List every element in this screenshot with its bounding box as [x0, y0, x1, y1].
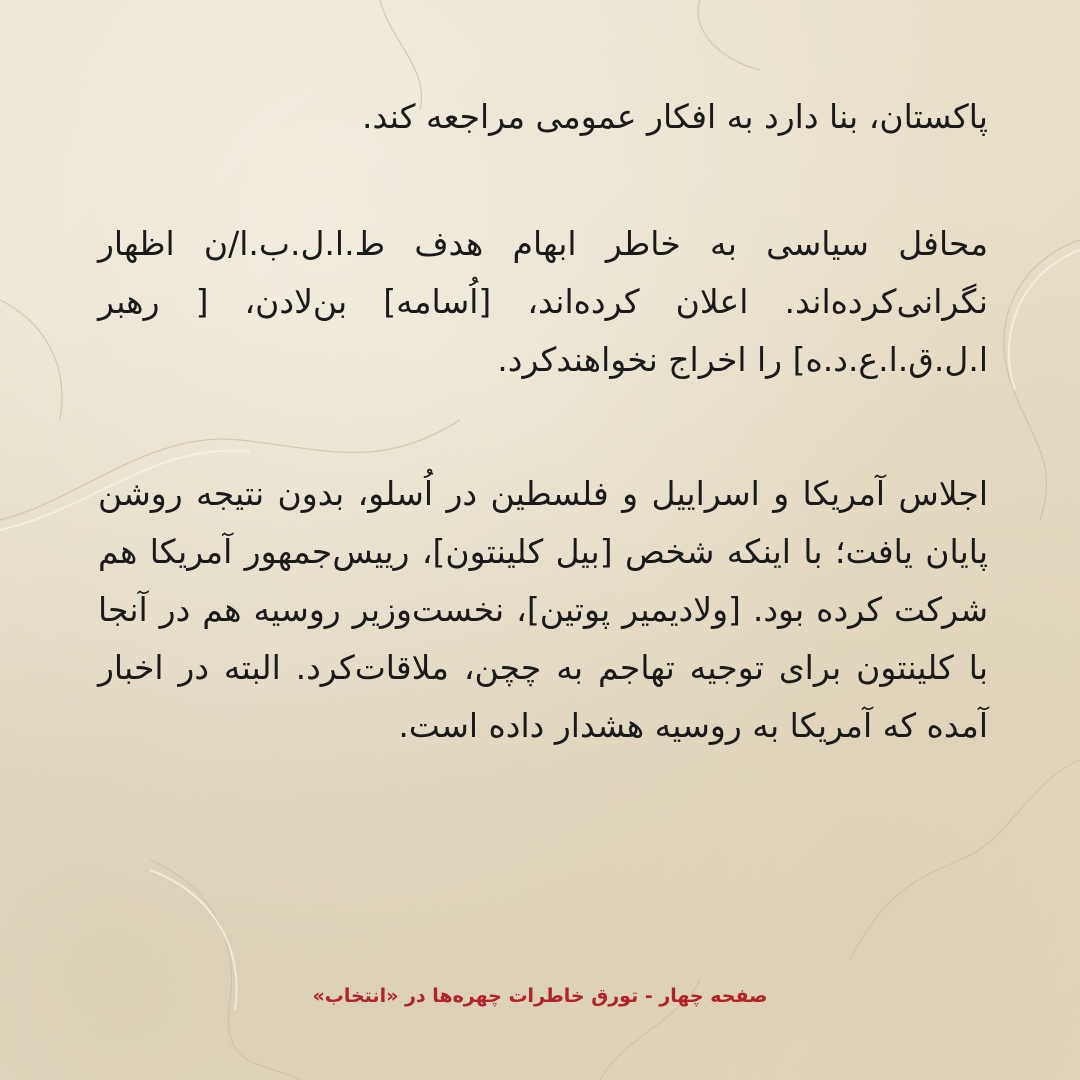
page-footer: صفحه چهار - تورق خاطرات چهره‌ها در «انتخاب» [312, 985, 768, 1007]
paragraph-2: محافل سیاسی به خاطر ابهام هدف ط.ا.ل.ب.ا/ن اظهار نگرانی‌کرده‌اند. اعلان کرده‌اند، [اُسامه] بن‌لادن، [ رهبر ا.ل.ق.ا.ع.د.ه] را اخراج نخواهندکرد. [98, 224, 988, 379]
paragraph-1: پاکستان، بنا دارد به افکار عمومی مراجعه کند. [362, 97, 988, 136]
paragraph-3: اجلاس آمریکا و اسراییل و فلسطین در اُسلو، بدون نتیجه روشن پایان یافت؛ با اینکه شخص [بیل کلینتون]، رییس‌جمهور آمریکا هم شرکت کرده بود. [ولادیمیر پوتین]، نخست‌وزیر روسیه هم در آنجا با کلینتون برای توجیه تهاجم به چچن، ملاقات‌کرد. البته در اخبار آمده که آمریکا به روسیه هشدار داده است. [98, 474, 988, 745]
